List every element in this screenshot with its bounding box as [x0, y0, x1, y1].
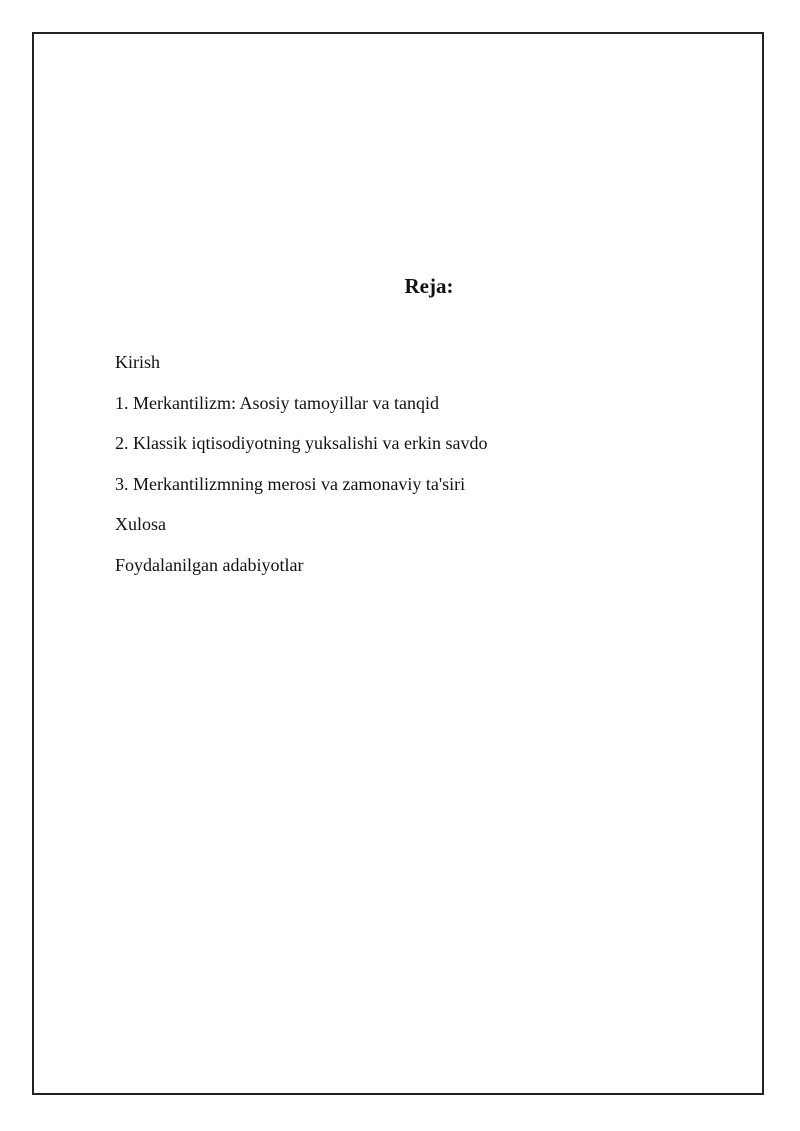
toc-item-section-2: 2. Klassik iqtisodiyotning yuksalishi va erkin savdo [115, 433, 488, 453]
toc-item-section-3: 3. Merkantilizmning merosi va zamonaviy ta'siri [115, 473, 466, 494]
toc-item-references: Foydalanilgan adabiyotlar [115, 554, 304, 575]
table-of-contents [115, 350, 487, 593]
toc-item-conclusion: Xulosa [115, 514, 166, 534]
page-title: Reja: [404, 274, 454, 298]
toc-item-section-1: 1. Merkantilizm: Asosiy tamoyillar va tanqid [115, 392, 439, 413]
toc-item-introduction: Kirish [115, 352, 160, 372]
